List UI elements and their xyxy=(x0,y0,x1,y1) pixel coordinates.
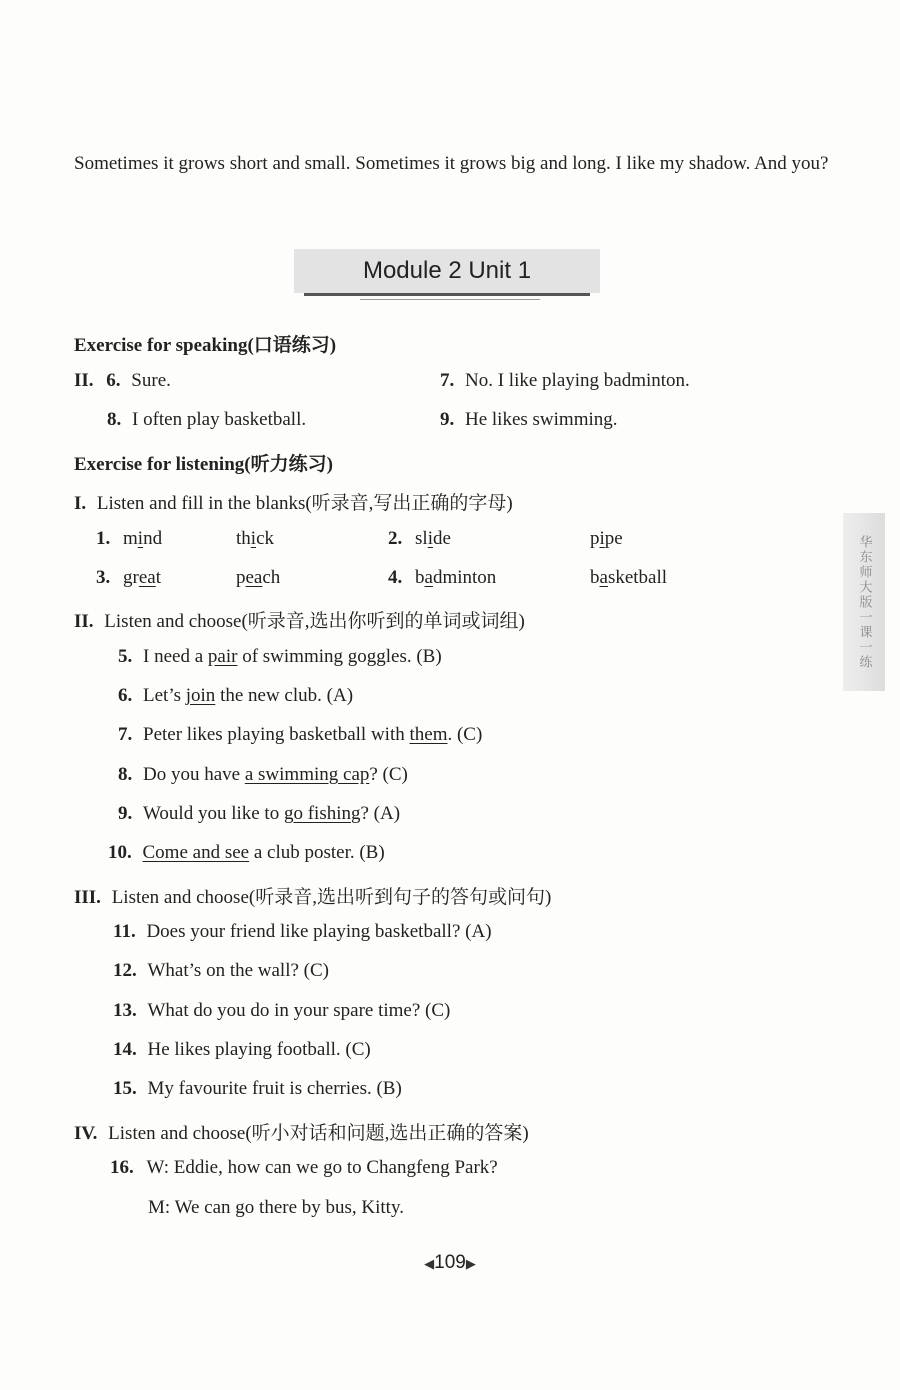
choose-item-10: 10. Come and see a club poster. (B) xyxy=(108,842,385,863)
response-item-12: 12. What’s on the wall? (C) xyxy=(113,960,330,981)
item-number: 6. xyxy=(106,370,121,391)
speaking-item-7 xyxy=(440,370,690,392)
part3-instruction-line xyxy=(74,882,551,909)
side-tab: 华东师大版一课一练 xyxy=(843,513,885,691)
intro-paragraph: Sometimes it grows short and small. Sometimes it grows big and long. I like my shadow. And you? xyxy=(74,153,829,174)
module-title: Module 2 Unit 1 xyxy=(294,249,600,293)
part1-instruction-line xyxy=(74,488,513,515)
fill-item-4 xyxy=(388,567,496,589)
word: slide xyxy=(415,528,451,549)
response-item-15: 15. My favourite fruit is cherries. (B) xyxy=(113,1078,402,1099)
response-item-13: 13. What do you do in your spare time? (C) xyxy=(113,1000,451,1021)
fill-word: thick xyxy=(236,528,274,549)
item-number: 3. xyxy=(96,567,111,588)
response-item-11: 11. Does your friend like playing basketball? (A) xyxy=(113,921,492,942)
title-underline xyxy=(304,293,590,296)
choose-item-9: 9. Would you like to go fishing? (A) xyxy=(118,803,401,824)
item-text: Sure. xyxy=(131,370,171,391)
item-text: I often play basketball. xyxy=(132,409,307,430)
fill-item-1 xyxy=(96,528,162,550)
part-label: II. xyxy=(74,611,94,632)
part4-instruction-line xyxy=(74,1118,529,1145)
fill-item-2 xyxy=(388,528,451,550)
part-instruction: Listen and choose(听录音,选出你听到的单词或词组) xyxy=(104,611,525,632)
choose-item-8: 8. Do you have a swimming cap? (C) xyxy=(118,764,408,785)
item-number: 2. xyxy=(388,528,403,549)
item-number: 8. xyxy=(107,409,122,430)
speaking-item-8 xyxy=(107,409,306,431)
right-triangle-icon: ▶ xyxy=(465,1256,476,1271)
dialog-line-w: W: Eddie, how can we go to Changfeng Park? xyxy=(146,1157,498,1178)
part-label: IV. xyxy=(74,1123,98,1144)
title-underline-thin xyxy=(360,299,540,300)
word: great xyxy=(123,567,161,588)
part-instruction: Listen and fill in the blanks(听录音,写出正确的字母) xyxy=(96,493,513,514)
fill-word: pipe xyxy=(590,528,623,549)
word: mind xyxy=(123,528,163,549)
speaking-heading: Exercise for speaking(口语练习) xyxy=(74,335,337,356)
fill-item-3 xyxy=(96,567,161,589)
listening-heading: Exercise for listening(听力练习) xyxy=(74,454,333,475)
item-number: 1. xyxy=(96,528,111,549)
part-instruction: Listen and choose(听小对话和问题,选出正确的答案) xyxy=(108,1123,529,1144)
choose-item-7: 7. Peter likes playing basketball with them. (C) xyxy=(118,724,483,745)
page-number-footer xyxy=(0,1252,900,1274)
dialog-line-m: M: We can go there by bus, Kitty. xyxy=(148,1197,404,1218)
section-label: II. xyxy=(74,370,94,391)
item-number: 7. xyxy=(440,370,455,391)
response-item-14: 14. He likes playing football. (C) xyxy=(113,1039,371,1060)
item-number: 4. xyxy=(388,567,403,588)
part-label: III. xyxy=(74,887,101,908)
choose-item-6: 6. Let’s join the new club. (A) xyxy=(118,685,354,706)
part-instruction: Listen and choose(听录音,选出听到句子的答句或问句) xyxy=(111,887,552,908)
item-text: No. I like playing badminton. xyxy=(465,370,690,391)
item-number: 9. xyxy=(440,409,455,430)
choose-item-5: 5. I need a pair of swimming goggles. (B) xyxy=(118,646,442,667)
fill-word: basketball xyxy=(590,567,668,588)
part-label: I. xyxy=(74,493,87,514)
left-triangle-icon: ◀ xyxy=(424,1256,435,1271)
part2-instruction-line xyxy=(74,606,525,633)
speaking-item-9 xyxy=(440,409,618,431)
page-number: 109 xyxy=(434,1252,466,1273)
fill-word: peach xyxy=(236,567,281,588)
item-text: He likes swimming. xyxy=(465,409,618,430)
dialog-item-16: 16. W: Eddie, how can we go to Changfeng Park? xyxy=(110,1157,498,1178)
speaking-item-6 xyxy=(74,370,171,392)
word: badminton xyxy=(415,567,497,588)
